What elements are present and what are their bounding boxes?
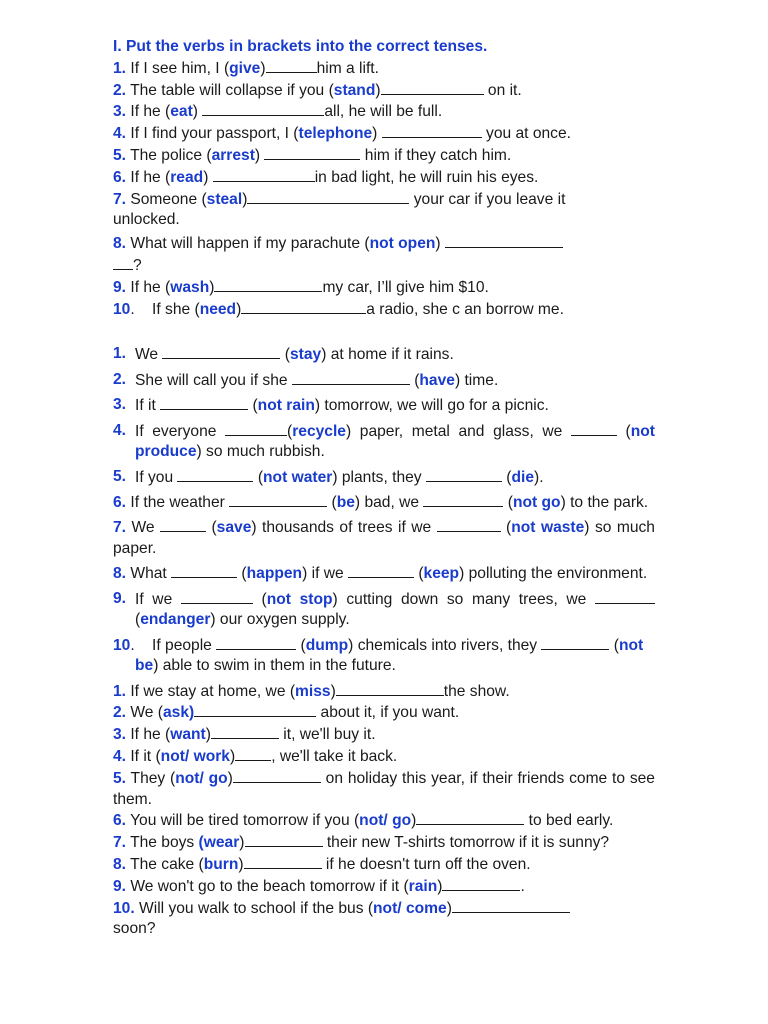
item-text: If it [135,397,161,415]
verb-hint: keep [423,565,460,583]
verb-hint: wash [170,278,210,296]
verb-hint: eat [170,103,193,121]
verb-hint: want [170,726,206,744]
item-number: 10. [113,899,135,917]
verb-hint: not water [263,468,333,486]
exercise-item [113,898,655,941]
item-text: ) [411,812,417,830]
item-text: ( [135,611,141,629]
answer-blank[interactable] [382,123,482,138]
answer-blank[interactable] [423,492,503,507]
item-text: ) [330,682,336,700]
item-number: 6. [113,168,127,186]
item-number: 10 [113,300,131,318]
item-text: ) at home if it rains. [321,346,454,364]
item-text: They ( [126,769,176,787]
answer-blank[interactable] [541,635,609,650]
item-text: ( [501,468,512,486]
verb-hint: have [419,371,455,389]
exercise-item [113,854,655,876]
item-number: 1. [113,59,127,77]
item-text: ) thousands of trees if we [251,519,437,537]
answer-blank[interactable] [171,563,237,578]
verb-hint: be [336,493,355,511]
item-text: ) [236,300,242,318]
item-text: on holiday this year, if their friends [320,769,565,787]
item-text: ) [242,190,248,208]
item-text: a radio, she c an borrow me. [366,300,564,318]
item-text: ) our oxygen supply. [210,611,350,629]
answer-blank[interactable] [214,277,322,292]
exercise-item [113,467,655,489]
answer-blank[interactable] [292,370,410,385]
answer-blank[interactable] [571,421,617,436]
exercise-title: I. Put the verbs in brackets into the correct tenses. [113,38,488,55]
item-number: 8. [113,856,127,874]
item-text: ( [252,590,267,608]
item-text: ) plants, they [332,468,426,486]
answer-blank[interactable] [216,635,296,650]
item-text: him if they catch him. [360,146,512,164]
exercise-item [113,145,655,167]
item-text: She will call you if she [135,371,292,389]
item-number: 3. [113,726,127,744]
item-text: We ( [126,704,163,722]
item-text: If it ( [126,748,161,766]
item-text: ) cutting down so many trees, we [332,590,587,608]
item-number: 4. [113,421,127,439]
item-text: . If people [130,636,217,654]
exercise-item [113,233,655,277]
item-text: environment. [557,565,648,583]
verb-hint: stay [289,346,322,364]
item-text: We [131,519,161,537]
exercise-item: 4. If everyone (recycle) paper, metal and glass, we (not produce) so much rubbish. [113,421,655,461]
verb-hint: give [229,59,261,77]
item-number: 6. [113,812,127,830]
item-text: The boys [126,834,199,852]
item-number: 7. [113,190,127,208]
item-text: ). [534,468,544,486]
item-text: ) [227,769,233,787]
item-text: If you [135,468,178,486]
section-3 [113,681,655,941]
verb-hint: not/ go [175,769,228,787]
answer-blank[interactable] [595,589,655,604]
item-text: ) [584,519,590,537]
item-text: If he ( [126,726,171,744]
answer-blank[interactable] [162,344,280,359]
item-text: ( [280,346,290,364]
verb-hint: miss [295,682,331,700]
answer-blank[interactable] [416,810,524,825]
item-text: all, he will be full. [324,103,443,121]
item-number: 7. [113,519,127,537]
item-text: We [135,346,163,364]
item-text: your car if you leave it [409,190,566,208]
exercise-item [113,724,655,746]
item-number: 4. [113,748,127,766]
answer-blank[interactable] [348,563,414,578]
item-text: ) chemicals into rivers, they [348,636,542,654]
verb-hint: need [199,300,237,318]
item-text: If we [135,590,181,608]
answer-blank[interactable] [160,395,248,410]
verb-hint: not stop [266,590,333,608]
answer-blank[interactable] [213,167,315,182]
verb-hint: not be [135,636,644,675]
item-text: on it. [483,81,522,99]
item-text: ) [238,856,244,874]
item-number: 5. [113,467,127,485]
item-text: my car, I’ll give him $10. [322,278,489,296]
item-text: The table will collapse if you ( [130,81,334,99]
item-number: 2. [113,704,127,722]
item-text: ( [237,565,247,583]
verb-hint: steal [206,190,243,208]
verb-hint: not rain [257,397,315,415]
item-text: If he ( [130,168,171,186]
item-text: If the weather [130,493,230,511]
answer-blank[interactable] [233,768,321,783]
item-number: 1. [113,345,127,363]
item-text: If I find your passport, I ( [130,125,299,143]
exercise-item [113,80,655,102]
exercise-item [113,299,655,321]
item-text: the show. [443,682,510,700]
item-number: 8. [113,565,127,583]
item-text: unlocked. [113,211,180,229]
item-text: ( [613,636,619,654]
item-text: to bed early. [524,812,614,830]
exercise-item [113,768,655,811]
item-text: ) [375,81,381,99]
item-text: If I see him, I ( [130,59,230,77]
verb-hint: save [216,519,252,537]
verb-hint: endanger [140,611,211,629]
item-text: it, we'll buy it. [278,726,376,744]
exercise-sheet [113,37,655,940]
item-text: him a lift. [316,59,379,77]
item-text: ( [296,636,306,654]
answer-blank[interactable] [229,492,327,507]
item-text: Someone ( [130,190,207,208]
item-text: If he ( [130,103,171,121]
item-text: ) polluting the [459,565,553,583]
answer-blank[interactable] [437,517,501,532]
item-text: ) [254,146,265,164]
item-text: ) [260,59,266,77]
item-text: sunny? [558,834,610,852]
item-number: 5. [113,146,127,164]
item-number: 7. [113,834,127,852]
verb-hint: not/ go [359,812,412,830]
exercise-item [113,189,655,232]
item-number: 6. [113,493,127,511]
verb-hint: not produce [135,422,655,461]
item-text: soon? [113,920,156,938]
item-text: ) bad, we [354,493,424,511]
answer-blank[interactable] [426,467,502,482]
verb-hint: burn [203,856,239,874]
item-text: ) [229,748,236,766]
item-text: If we stay at home, we ( [126,682,296,700]
item-text: come to see them. [113,769,655,808]
verb-hint: not/ come [373,899,447,917]
item-text: If everyone [135,422,226,440]
item-text: Will you walk to school if the bus ( [134,899,374,917]
item-text: ) [209,278,215,296]
verb-hint: arrest [211,146,255,164]
exercise-item [113,681,655,703]
verb-hint: read [170,168,204,186]
exercise-item [113,370,655,392]
exercise-item [113,517,655,559]
item-text: ) [437,877,443,895]
item-number: 2. [113,81,127,99]
item-text: ) [372,125,382,143]
exercise-item [113,635,655,677]
item-text: ( [287,422,293,440]
item-text: park. [613,493,649,511]
answer-blank[interactable] [381,80,484,95]
answer-blank[interactable] [194,702,316,717]
item-text: . [520,877,525,895]
item-number: 9. [113,877,127,895]
verb-hint: happen [246,565,303,583]
item-text: ( [206,519,217,537]
answer-blank[interactable] [160,517,206,532]
item-text: ) [239,834,245,852]
item-number: 8. [113,235,127,253]
item-text: ) able to swim in them in the future. [153,657,396,675]
verb-hint: (wear [198,834,240,852]
answer-blank[interactable] [442,876,520,891]
item-number: 10 [113,636,131,654]
item-text: ( [500,519,512,537]
item-text: their new T-shirts tomorrow if it is [322,834,555,852]
answer-blank[interactable] [336,681,444,696]
item-text: If he ( [130,278,171,296]
item-number: 5. [113,769,127,787]
item-number: 9. [113,589,127,607]
item-text: ( [503,493,513,511]
answer-blank[interactable] [452,898,570,913]
item-text: so much paper. [113,519,655,557]
exercise-item [113,589,655,631]
item-text: ( [409,371,420,389]
item-text: ( [248,397,258,415]
item-text: ( [327,493,337,511]
item-number: 1. [113,682,127,700]
verb-hint: not waste [511,519,585,537]
item-text: What [130,565,172,583]
verb-hint: ask) [162,704,195,722]
answer-blank[interactable] [202,101,324,116]
item-text: What will happen if my parachute ( [130,235,370,253]
item-text: The police ( [130,146,212,164]
answer-blank[interactable] [225,421,287,436]
section-gap [113,320,655,344]
answer-blank[interactable] [177,467,253,482]
item-text: , we'll take it back. [271,748,398,766]
answer-blank[interactable] [245,832,323,847]
item-text: We won't go to the beach tomorrow if it ( [126,877,409,895]
item-text: ) [205,726,211,744]
answer-blank[interactable] [264,145,360,160]
item-number: 4. [113,125,127,143]
verb-hint: not go [512,493,561,511]
verb-hint: telephone [298,125,373,143]
exercise-item [113,395,655,417]
exercise-item [113,492,655,514]
item-text: in bad light, he will ruin his eyes. [314,168,539,186]
exercise-item [113,344,655,366]
verb-hint: rain [408,877,438,895]
exercise-item [113,702,655,724]
item-text: ) [203,168,213,186]
item-text: about it, if you want. [316,704,460,722]
item-text: ) [435,235,445,253]
item-number: 9. [113,278,127,296]
answer-blank[interactable] [247,189,409,204]
verb-hint: not/ work [160,748,230,766]
exercise-item [113,746,655,768]
item-number: 3. [113,103,127,121]
exercise-item [113,123,655,145]
item-text: You will be tired tomorrow if you ( [126,812,360,830]
verb-hint: recycle [292,422,346,440]
exercise-item [113,58,655,80]
item-text: ) paper, metal and glass, we [345,422,571,440]
item-text: you at once. [481,125,571,143]
item-text: if he doesn't turn off the oven. [321,856,531,874]
exercise-item [113,810,655,832]
answer-blank[interactable] [235,746,271,761]
exercise-item [113,167,655,189]
exercise-item [113,832,655,854]
verb-hint: not open [369,235,436,253]
item-text: ) [192,103,203,121]
item-text: ) time. [454,371,499,389]
item-text: ) [446,899,452,917]
item-text: . If she ( [130,300,200,318]
exercise-item [113,101,655,123]
item-text: ) to the [560,493,610,511]
item-text: ) so much rubbish. [196,443,325,461]
item-text: ) if we [302,565,348,583]
answer-blank[interactable] [181,589,253,604]
item-number: 3. [113,396,127,414]
exercise-item [113,876,655,898]
answer-blank[interactable] [244,854,322,869]
exercise-item [113,277,655,299]
answer-blank[interactable] [241,299,366,314]
item-text: The cake ( [126,856,204,874]
section-1 [113,58,655,321]
item-text: ) tomorrow, we will go for a picnic. [314,397,549,415]
verb-hint: stand [333,81,376,99]
answer-blank[interactable] [211,724,279,739]
section-2 [113,344,655,676]
item-text: ( [253,468,264,486]
answer-blank[interactable] [266,58,317,73]
answer-blank-continued[interactable] [113,255,133,270]
verb-hint: dump [305,636,349,654]
item-text: ( [414,565,424,583]
verb-hint: die [511,468,534,486]
exercise-item [113,563,655,585]
answer-blank[interactable] [445,233,563,248]
item-text: ? [133,256,142,274]
item-number: 2. [113,370,127,388]
